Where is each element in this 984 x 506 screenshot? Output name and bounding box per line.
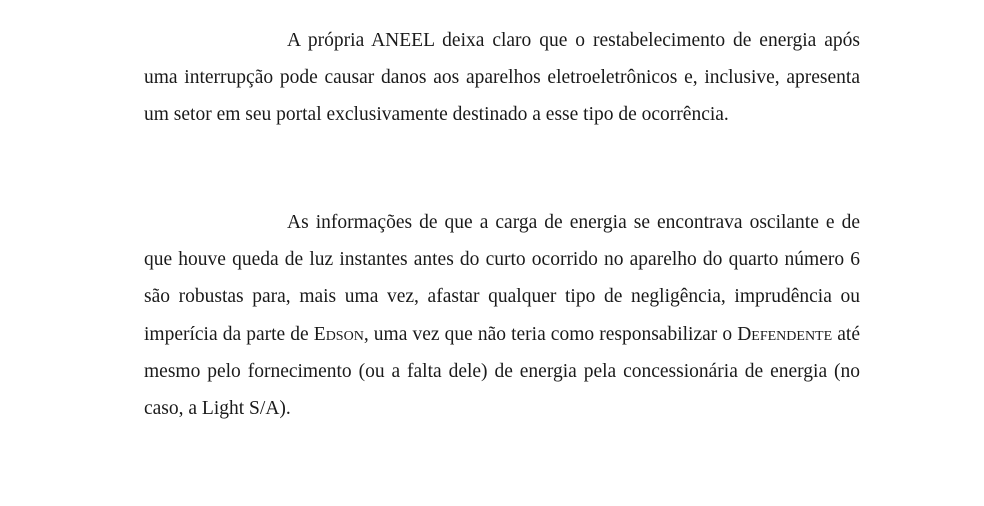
paragraph-text: até mesmo pelo fornecimento (ou a falta dele) de energia pela concessionária de energia (no caso, a Light S/A). [144,323,860,420]
paragraph-text: , uma vez que não teria como responsabilizar o [363,323,738,345]
paragraph-text: As informações de que a carga de energia se encontrava oscilante e de que houve queda de luz instantes antes do curto ocorrido no aparelho do quarto número 6 são robustas para, mais uma vez, afastar qualquer tipo de negligência, imprudência ou imperícia da parte de [144,212,860,345]
party-name-edson: Edson [313,323,364,345]
party-name-defendente: Defendente [737,323,833,345]
paragraph-text: A própria ANEEL deixa claro que o restabelecimento de energia após uma interrupção pode causar danos aos aparelhos eletroeletrônicos e, inclusive, apresenta um setor em seu portal exclusivamente destinado a esse tipo de ocorrência. [144,30,860,126]
paragraph-informacoes [144,204,860,427]
paragraph-aneel [144,22,860,134]
